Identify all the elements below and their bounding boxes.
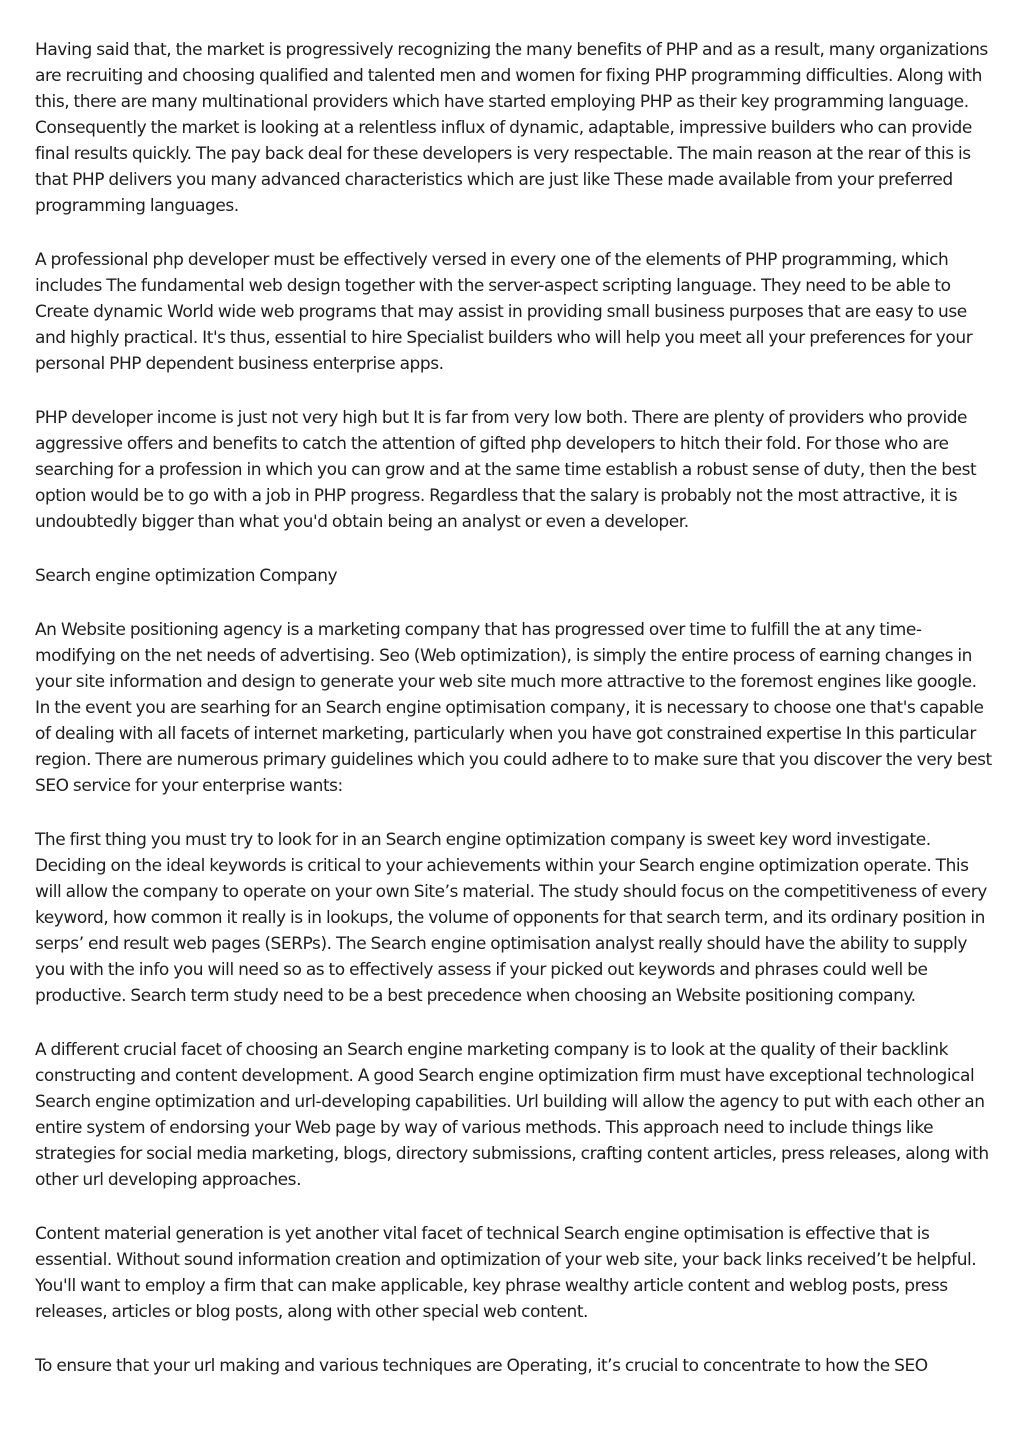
paragraph-url-techniques: To ensure that your url making and various techniques are Operating, it’s crucial to concentrate to how the SEO [35,1356,928,1376]
paragraph-php-developer: A professional php developer must be effectively versed in every one of the elements of PHP programming, which includes The fundamental web design together with the server-aspect scripting language. They need to be able to Create dynamic World wide web programs that may assist in providing small business purposes that are easy to use and highly practical. It's thus, essential to hire Specialist builders who will help you meet all your preferences for your personal PHP dependent business enterprise apps. [35,250,973,374]
section-heading-seo-company: Search engine optimization Company [35,566,338,586]
paragraph-php-market: Having said that, the market is progressively recognizing the many benefits of PHP and as a result, many organizations are recruiting and choosing qualified and talented men and women for fixing PHP programming difficulties. Along with this, there are many multinational providers which have started employing PHP as their key programming language. Consequently the market is looking at a relentless influx of dynamic, adaptable, impressive builders who can provide final results quickly. The pay back deal for these developers is very respectable. The main reason at the rear of this is that PHP delivers you many advanced characteristics which are just like These made available from your preferred programming languages. [35,40,988,216]
paragraph-keyword-research: The first thing you must try to look for in an Search engine optimization company is sweet key word investigate. Deciding on the ideal keywords is critical to your achievements within your Search engine optimization operate. This will allow the company to operate on your own Site’s material. The study should focus on the competitiveness of every keyword, how common it really is in lookups, the volume of opponents for that search term, and its ordinary position in serps’ end result web pages (SERPs). The Search engine optimisation analyst really should have the ability to supply you with the info you will need so as to effectively assess if your picked out keywords and phrases could well be productive. Search term study need to be a best precedence when choosing an Website positioning company. [35,830,987,1006]
document-body [35,37,995,1407]
paragraph-link-building: A different crucial facet of choosing an Search engine marketing company is to look at the quality of their backlink constructing and content development. A good Search engine optimization firm must have exceptional technological Search engine optimization and url-developing capabilities. Url building will allow the agency to put with each other an entire system of endorsing your Web page by way of various methods. This approach need to include things like strategies for social media marketing, blogs, directory submissions, crafting content articles, press releases, along with other url developing approaches. [35,1040,989,1190]
paragraph-content-generation: Content material generation is yet another vital facet of technical Search engine optimisation is effective that is essential. Without sound information creation and optimization of your web site, your back links received’t be helpful. You'll want to employ a firm that can make applicable, key phrase wealthy article content and weblog posts, press releases, articles or blog posts, along with other special web content. [35,1224,977,1322]
paragraph-php-income: PHP developer income is just not very high but It is far from very low both. There are plenty of providers who provide aggressive offers and benefits to catch the attention of gifted php developers to hitch their fold. For those who are searching for a profession in which you can grow and at the same time establish a robust sense of duty, then the best option would be to go with a job in PHP progress. Regardless that the salary is probably not the most attractive, it is undoubtedly bigger than what you'd obtain being an analyst or even a developer. [35,408,977,532]
paragraph-seo-agency: An Website positioning agency is a marketing company that has progressed over time to fulfill the at any time-modifying on the net needs of advertising. Seo (Web optimization), is simply the entire process of earning changes in your site information and design to generate your web site much more attractive to the foremost engines like google. In the event you are searhing for an Search engine optimisation company, it is necessary to choose one that's capable of dealing with all facets of internet marketing, particularly when you have got constrained expertise In this particular region. There are numerous primary guidelines which you could adhere to to make sure that you discover the very best SEO service for your enterprise wants: [35,620,992,796]
